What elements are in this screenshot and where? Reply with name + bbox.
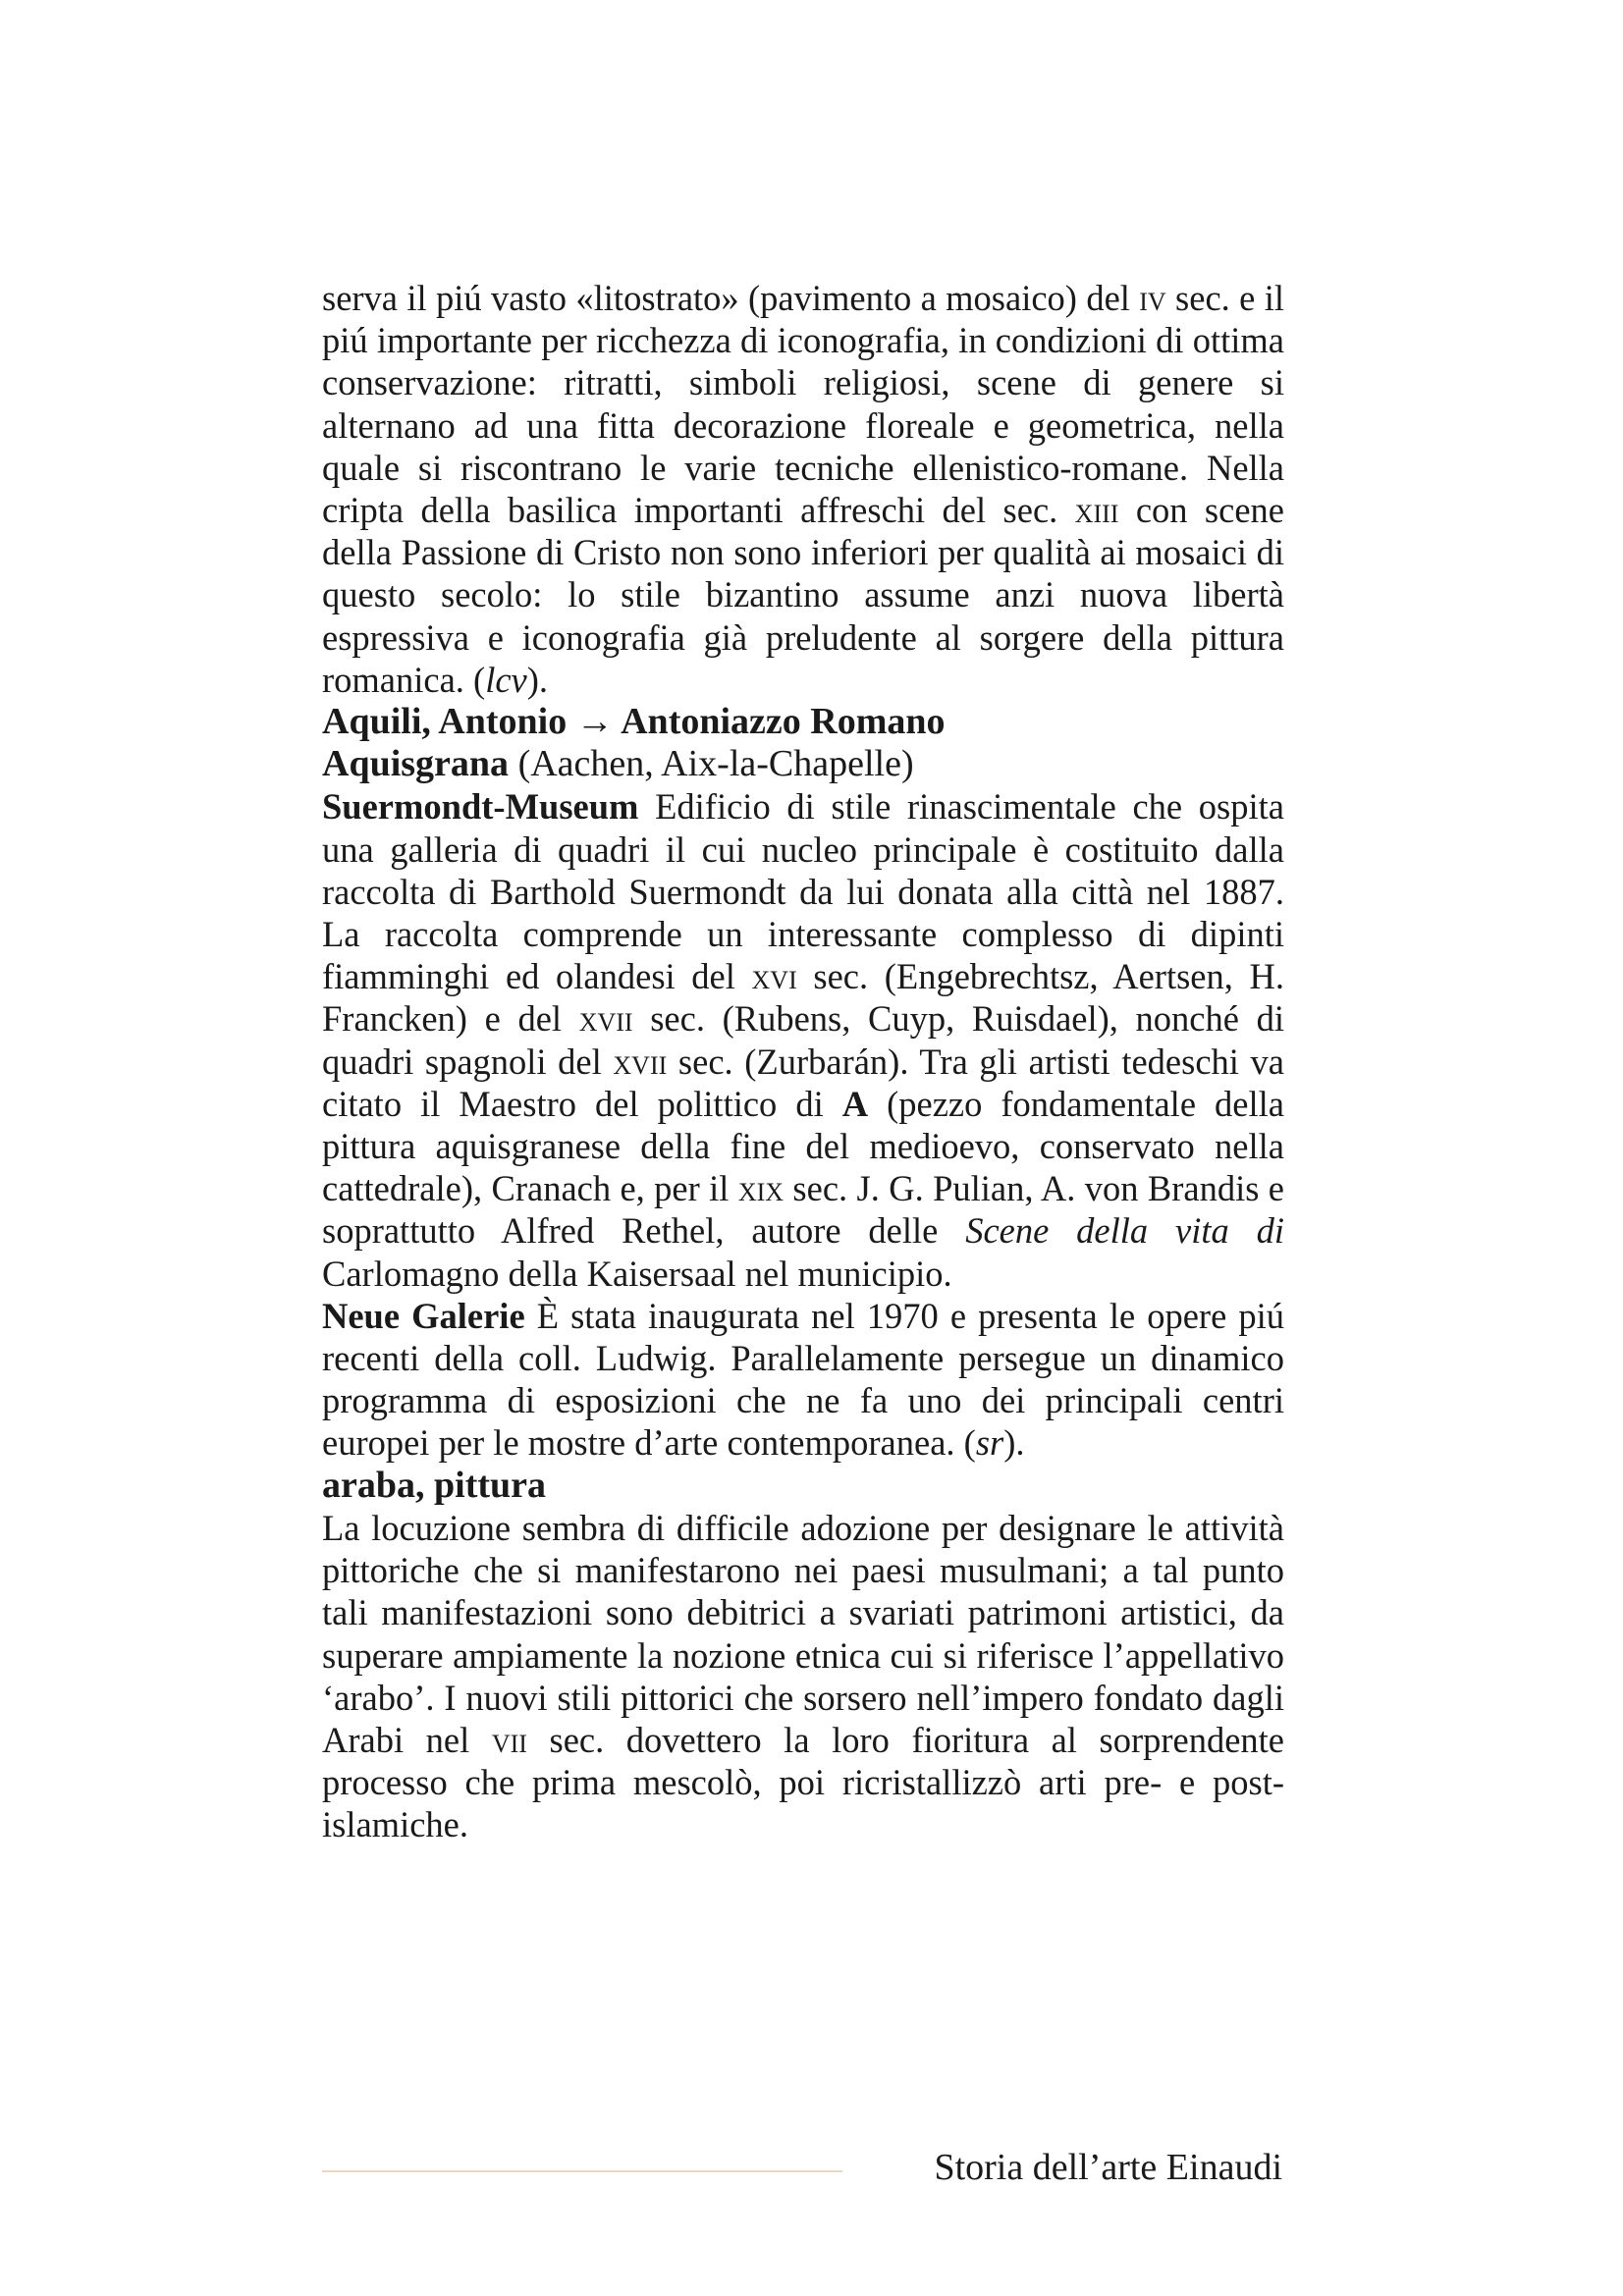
entry-heading-araba: araba, pittura <box>322 1464 546 1506</box>
neue-galerie-paragraph: Neue Galerie È stata inaugurata nel 1970 e presenta le opere piú recenti della coll. Ludwig. Parallelamente persegue un dinamico programma di esposizioni che ne fa uno dei principali centri europei per le mostre d’arte contemporanea. (sr). <box>322 1295 1284 1464</box>
footer-rule <box>322 2170 842 2172</box>
page-body <box>322 277 1284 1846</box>
araba-paragraph: La locuzione sembra di difficile adozione per designare le attività pittoriche che si manifestarono nei paesi musulmani; a tal punto tali manifestazioni sono debitrici a svariati patrimoni artistici, da superare ampiamente la nozione etnica cui si riferisce l’appellativo ‘arabo’. I nuovi stili pittorici che sorsero nell’impero fondato dagli Arabi nel vii sec. dovettero la loro fioritura al sorprendente processo che prima mescolò, poi ricristallizzò arti pre- e post-islamiche. <box>322 1507 1284 1845</box>
entry-heading-aquisgrana: Aquisgrana (Aachen, Aix-la-Chapelle) <box>322 743 914 785</box>
intro-paragraph: serva il piú vasto «litostrato» (pavimento a mosaico) del iv sec. e il piú importante per ricchezza di iconografia, in condizioni di ottima conservazione: ritratti, simboli religiosi, scene di genere si alternano ad una fitta decorazione floreale e geometrica, nella quale si riscontrano le varie tecniche ellenistico-romane. Nella cripta della basilica importanti affreschi del sec. xiii con scene della Passione di Cristo non sono inferiori per qualità ai mosaici di questo secolo: lo stile bizantino assume anzi nuova libertà espressiva e iconografia già preludente al sorgere della pittura romanica. (lcv). <box>322 278 1284 700</box>
suermondt-paragraph: Suermondt-Museum Edificio di stile rinascimentale che ospita una galleria di quadri il cui nucleo principale è costituito dalla raccolta di Barthold Suermondt da lui donata alla città nel 1887. La raccolta comprende un interessante complesso di dipinti fiamminghi ed olandesi del xvi sec. (Engebrechtsz, Aertsen, H. Francken) e del xvii sec. (Rubens, Cuyp, Ruisdael), nonché di quadri spagnoli del xvii sec. (Zurbarán). Tra gli artisti tedeschi va citato il Maestro del polittico di A (pezzo fondamentale della pittura aquisgranese della fine del medioevo, conservato nella cattedrale), Cranach e, per il xix sec. J. G. Pulian, A. von Brandis e soprattutto Alfred Rethel, autore delle Scene della vita di Carlomagno della Kaisersaal nel municipio. <box>322 786 1284 1294</box>
entry-heading-aquili: Aquili, Antonio → Antoniazzo Romano <box>322 701 946 743</box>
footer-label: Storia dell’arte Einaudi <box>934 2147 1282 2188</box>
